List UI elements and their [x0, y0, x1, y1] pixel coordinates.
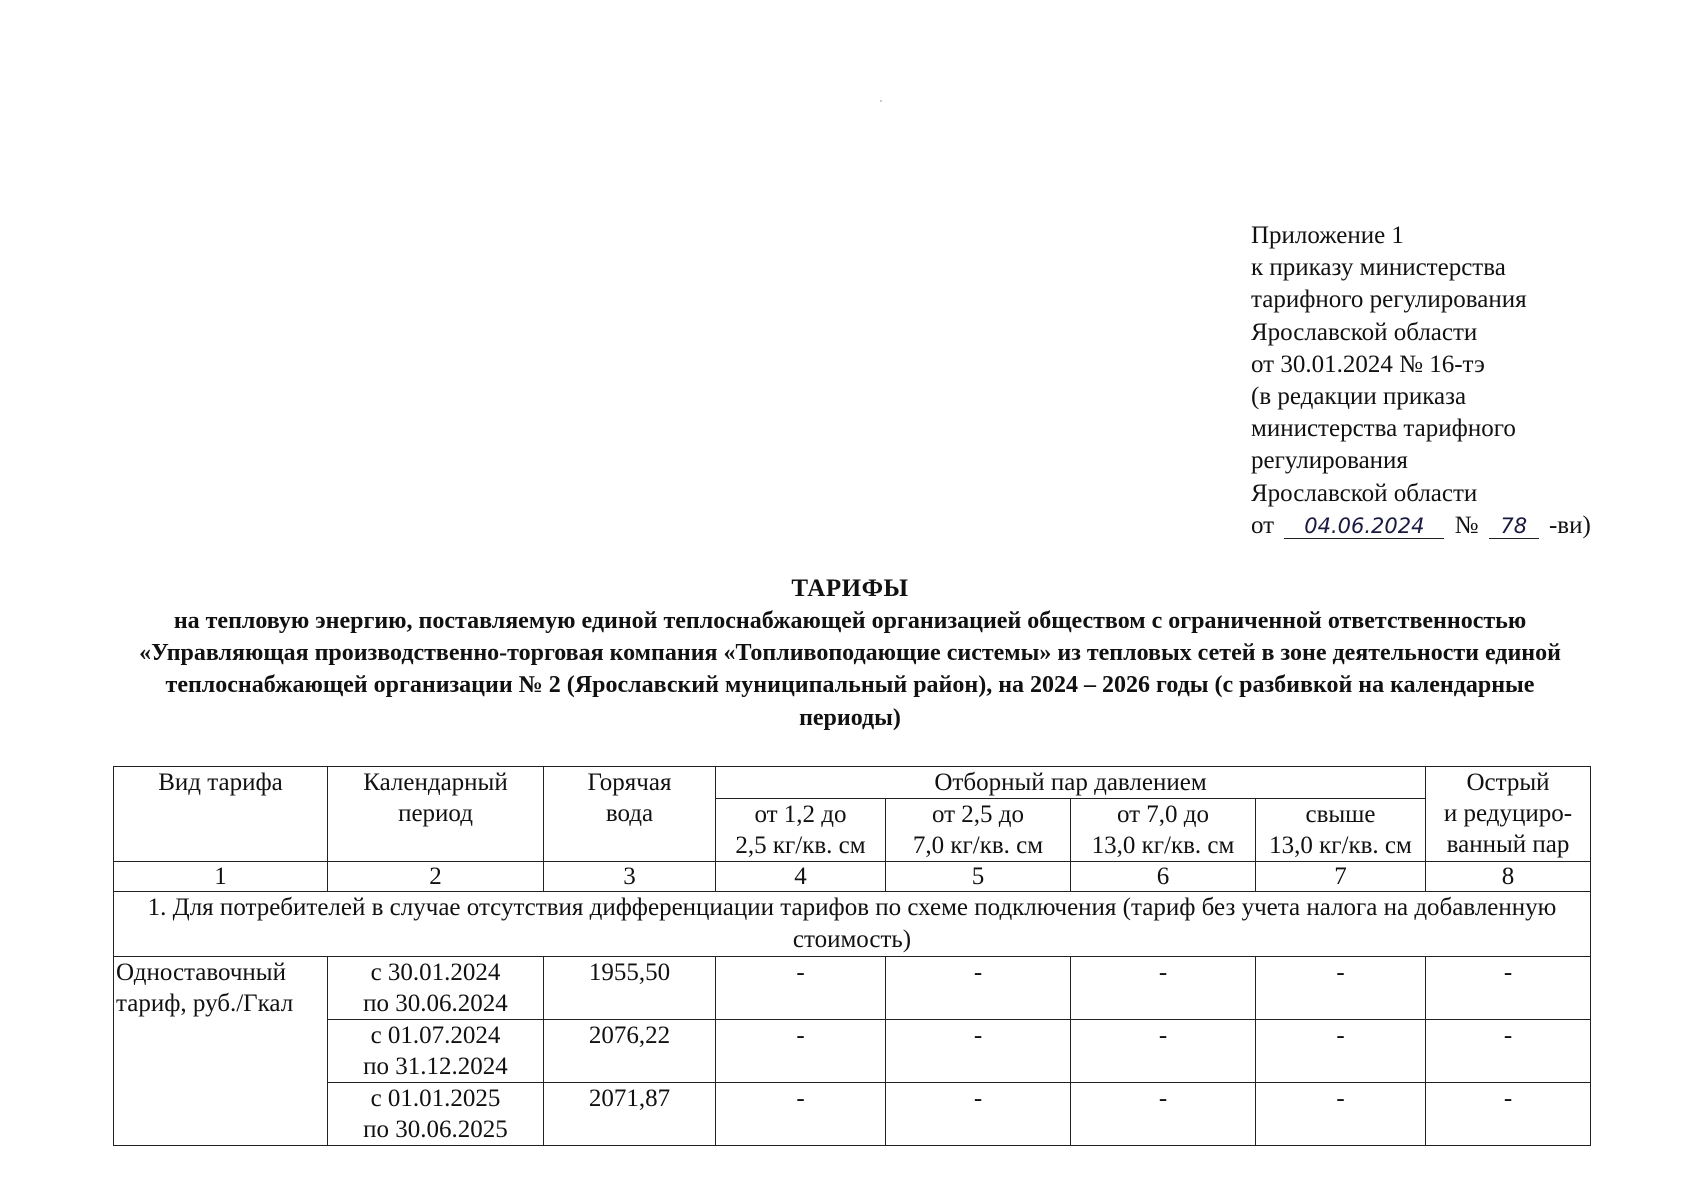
period-to: по 31.12.2024 — [363, 1053, 508, 1080]
column-number: 8 — [1426, 862, 1591, 892]
column-number: 1 — [114, 862, 328, 892]
period-from: с 01.01.2025 — [370, 1085, 501, 1112]
steam-1-value: - — [716, 957, 886, 1020]
appendix-line: регулирования — [1251, 447, 1408, 475]
steam-2-value: - — [886, 1083, 1071, 1146]
header-period-line: Календарный — [363, 769, 508, 796]
header-steam-line: от 1,2 до — [754, 801, 847, 828]
document-title: ТАРИФЫ — [791, 575, 909, 602]
period-cell — [328, 1020, 544, 1083]
header-hot-water-line: вода — [605, 800, 654, 827]
header-hot-water-line: Горячая — [587, 769, 672, 796]
steam-2-value: - — [886, 1020, 1071, 1083]
header-steam-2 — [886, 799, 1071, 862]
document-title-block — [110, 573, 1590, 734]
header-sharp-line: и редуциро- — [1443, 800, 1573, 827]
period-to: по 30.06.2025 — [363, 1116, 508, 1143]
header-steam-4 — [1256, 799, 1426, 862]
header-steam-line: 13,0 кг/кв. см — [1269, 832, 1412, 859]
table-row — [114, 1083, 1591, 1146]
tariff-table — [113, 766, 1591, 1146]
table-row — [114, 957, 1591, 1020]
appendix-line: Ярославской области — [1251, 479, 1478, 507]
header-sharp-line: ванный пар — [1446, 831, 1570, 858]
appendix-line: (в редакции приказа — [1251, 383, 1467, 411]
appendix-block — [1251, 220, 1591, 542]
appendix-line: тарифного регулирования — [1251, 286, 1527, 314]
steam-1-value: - — [716, 1083, 886, 1146]
column-number: 6 — [1071, 862, 1256, 892]
number-sign: № — [1454, 511, 1479, 539]
appendix-line: от 30.01.2024 № 16-тэ — [1251, 350, 1485, 378]
steam-3-value: - — [1071, 1083, 1256, 1146]
appendix-last-line — [1251, 510, 1591, 542]
period-to: по 30.06.2024 — [363, 990, 508, 1017]
header-steam-line: 2,5 кг/кв. см — [735, 832, 866, 859]
header-sharp-steam — [1426, 767, 1591, 862]
sharp-steam-value: - — [1426, 1083, 1591, 1146]
hot-water-value: 2071,87 — [544, 1083, 716, 1146]
document-subtitle: на тепловую энергию, поставляемую единой теплоснабжающей организацией обществом с ограниченной ответственностью «Управляющая производственно-торговая компания «Топливоподающие системы» из тепловых сетей в зоне деятельности единой теплоснабжающей организации № 2 (Ярославский муниципальный район), на 2024 – 2026 годы (с разбивкой на календарные периоды) — [139, 608, 1561, 731]
header-steam-line: 13,0 кг/кв. см — [1091, 832, 1235, 859]
section-title: 1. Для потребителей в случае отсутствия дифференциации тарифов по схеме подключения (тариф без учета налога на добавленную стоимость) — [114, 892, 1591, 957]
steam-4-value: - — [1256, 1020, 1426, 1083]
period-from: с 01.07.2024 — [370, 1022, 501, 1049]
appendix-line: министерства тарифного — [1251, 415, 1516, 443]
period-from: с 30.01.2024 — [370, 959, 501, 986]
header-row-1 — [114, 767, 1591, 799]
scan-speck — [880, 100, 882, 102]
hot-water-value: 2076,22 — [544, 1020, 716, 1083]
column-number: 5 — [886, 862, 1071, 892]
header-hot-water — [544, 767, 716, 862]
column-number-row — [114, 862, 1591, 892]
appendix-last-prefix: от — [1251, 511, 1275, 539]
appendix-line: Приложение 1 — [1251, 222, 1404, 249]
section-row — [114, 892, 1591, 957]
steam-3-value: - — [1071, 957, 1256, 1020]
header-steam-3 — [1071, 799, 1256, 862]
column-number: 3 — [544, 862, 716, 892]
header-tariff-type: Вид тарифа — [114, 767, 328, 862]
sharp-steam-value: - — [1426, 1020, 1591, 1083]
appendix-last-suffix: -ви) — [1548, 511, 1591, 539]
handwritten-date: 04.06.2024 — [1284, 514, 1444, 539]
tariff-label: Одноставочный тариф, руб./Гкал — [114, 957, 328, 1146]
handwritten-number: 78 — [1489, 514, 1539, 539]
header-steam-line: от 2,5 до — [931, 801, 1025, 828]
hot-water-value: 1955,50 — [544, 957, 716, 1020]
steam-1-value: - — [716, 1020, 886, 1083]
steam-3-value: - — [1071, 1020, 1256, 1083]
appendix-line: Ярославской области — [1251, 318, 1478, 346]
period-cell — [328, 957, 544, 1020]
appendix-line: к приказу министерства — [1251, 254, 1506, 282]
header-steam-group: Отборный пар давлением — [716, 767, 1426, 799]
column-number: 2 — [328, 862, 544, 892]
header-period-line: период — [398, 800, 473, 827]
column-number: 7 — [1256, 862, 1426, 892]
sharp-steam-value: - — [1426, 957, 1591, 1020]
header-steam-line: свыше — [1305, 801, 1376, 828]
header-steam-1 — [716, 799, 886, 862]
period-cell — [328, 1083, 544, 1146]
header-steam-line: 7,0 кг/кв. см — [912, 832, 1044, 859]
steam-4-value: - — [1256, 1083, 1426, 1146]
steam-4-value: - — [1256, 957, 1426, 1020]
header-steam-line: от 7,0 до — [1116, 801, 1210, 828]
column-number: 4 — [716, 862, 886, 892]
header-sharp-line: Острый — [1466, 769, 1550, 796]
steam-2-value: - — [886, 957, 1071, 1020]
table-row — [114, 1020, 1591, 1083]
header-period — [328, 767, 544, 862]
